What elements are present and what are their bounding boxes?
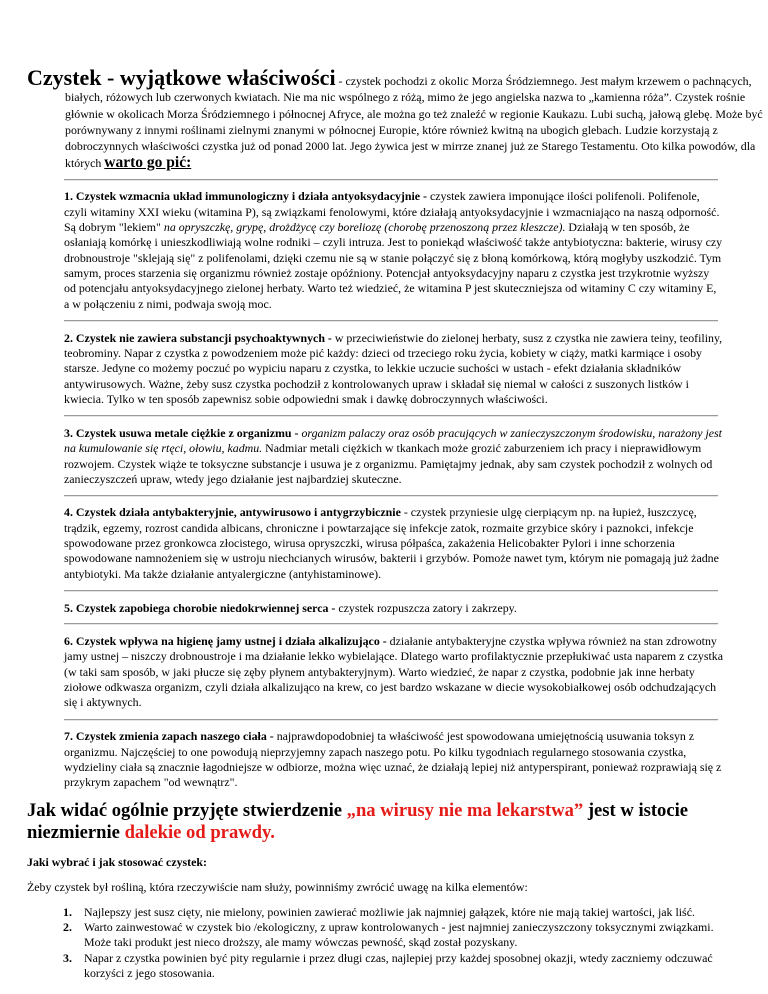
point-5-text-a: czystek rozpuszcza zatory i zakrzepy. [338,600,517,615]
how-to-intro: Żeby czystek był rośliną, która rzeczywiście nam służy, powinniśmy zwrócić uwagę na kilka elementów: [27,879,528,894]
list-item-text: Najlepszy jest susz cięty, nie mielony, powinien zawierać możliwie jak najmniej gałązek, które nie mają takiej wartości, jak liść. [84,904,695,919]
divider-5 [64,590,718,592]
point-7-text-a: najprawdopodobniej ta właściwość jest spowodowana umiejętnością usuwania toksyn z organizmu. Najczęściej to one powodują nieprzyjemny zapach naszego potu. Po kilku tygodniach regularnego stosowania czystka, wydzieliny ciała są znacznie łagodniejsze w odbiorze, można więc uznać, że działają lepiej niż antyperspirant, ponieważ rozprawiają się z przykrym zapachem "od wewnątrz". [64,729,722,790]
divider-1 [64,179,718,181]
point-4 [64,505,724,582]
intro-text: - czystek pochodzi z okolic Morza Śródziemnego. Jest małym krzewem o pachnących, białych, różowych lub czerwonych kwiatach. Nie ma nic wspólnego z różą, mimo że jego angielska nazwa to „kamienna róża”. Czystek rośnie głównie w okolicach Morza Śródziemnego i północnej Afryce, ale można go też znaleźć w regionie Kaukazu. Lubi suchą, jałową glebę. Może być porównywany z innymi roślinami zielnymi znanymi w północnej Europie, które również kwitną na ubogich glebach. Ludzie korzystają z dobroczynnych właściwości czystka już od ponad 2000 lat. Jego żywica jest w mirrze znanej już ze Starego Testamentu. Oto kilka powodów, dla których [65,74,763,170]
intro-emphasis: warto go pić: [104,153,192,171]
point-6-heading: 6. Czystek wpływa na higienę jamy ustnej i działa alkalizująco - [64,633,390,648]
list-item [27,951,727,982]
how-to-heading: Jaki wybrać i jak stosować czystek: [27,855,207,870]
document-title: Czystek - wyjątkowe właściwości [27,65,336,90]
point-1 [64,189,724,312]
divider-7 [64,719,718,721]
list-item-text: Warto zainwestować w czystek bio /ekologiczny, z upraw kontrolowanych - jest najmniej zanieczyszczony toksycznymi związkami. Może taki produkt jest nieco droższy, ale mamy wówczas pewność, skąd został pozyskany. [84,919,714,950]
point-2 [64,331,724,408]
list-item-number: 2. [63,919,72,934]
point-5-heading: 5. Czystek zapobiega chorobie niedokrwiennej serca - [64,600,339,615]
divider-2 [64,320,718,322]
point-2-text-a: w przeciwieństwie do zielonej herbaty, susz z czystka nie zawiera teiny, teofiliny, teobrominy. Napar z czystka z powodzeniem może pić każdy: dzieci od trzeciego roku życia, kobiety w ciąży, matki karmiące i osoby starsze. Jedyne co możemy poczuć po wypiciu naparu z czystka, to lekkie uczucie suchości w ustach - efekt działania składników antywirusowych. Ważne, żeby susz czystka pochodził z kontrolowanych upraw i składał się niemal w całości z suszonych listków i kwiecia. Tylko w ten sposób zapewnisz sobie odpowiedni smak i dawkę dobroczynnych właściwości. [64,330,723,407]
conclusion-quote: „na wirusy nie ma lekarstwa” [346,799,584,821]
point-5 [64,601,724,616]
intro-paragraph [27,65,765,171]
point-4-heading: 4. Czystek działa antybakteryjnie, antywirusowo i antygrzybicznie [64,505,401,520]
divider-4 [64,495,718,497]
point-2-heading: 2. Czystek nie zawiera substancji psychoaktywnych - [64,330,335,345]
conclusion-part1: Jak widać ogólnie przyjęte stwierdzenie [27,799,347,821]
point-6 [64,634,724,711]
point-3-italic: organizm palaczy oraz osób pracujących w zanieczyszczonym środowisku, narażony jest na kumulowanie się rtęci, ołowiu, kadmu. [64,425,722,456]
point-3 [64,426,724,487]
point-1-text-a: czystek zawiera imponujące ilości polifenoli. Polifenole, czyli witaminy XXI wieku (witamina P), są związkami fenolowymi, które działają antyoksydacyjnie i wzmacniająco na naszą odporność. Są dobrym "lekiem" [64,189,720,235]
divider-6 [64,623,718,625]
divider-3 [64,415,718,417]
conclusion-part2: jest w istocie niezmiernie [27,799,689,843]
point-7-heading: 7. Czystek zmienia zapach naszego ciała - [64,729,277,744]
list-item [27,905,727,920]
point-1-heading: 1. Czystek wzmacnia układ immunologiczny i działa antyoksydacyjnie - [64,189,430,204]
list-item-number: 3. [63,950,72,965]
point-6-text-a: działanie antybakteryjne czystka wpływa również na stan zdrowotny jamy ustnej – niszczy drobnoustroje i ma działanie lekko wybielające. Dlatego warto profilaktycznie przepłukiwać usta naparem z czystka (w taki sam sposób, w jaki płucze się zęby płynem antybakteryjnym). Warto wiedzieć, że napar z czystka, podobnie jak inne herbaty ziołowe odkwasza organizm, czyli działa alkalizująco na krew, co jest bardzo wskazane w diecie wysokobiałkowej osób odchudzających się i aktywnych. [64,633,724,710]
list-item-text: Napar z czystka powinien być pity regularnie i przez długi czas, najlepiej przy każdej sposobnej okazji, wtedy zaczniemy odczuwać korzyści z jego stosowania. [84,950,713,980]
conclusion-red: dalekie od prawdy. [124,821,275,843]
point-7 [64,729,724,790]
point-1-text-b: Działają w ten sposób, że osłaniają komórkę i unieszkodliwiają wolne rodniki – czyli intruza. Jest to poniekąd właściwość także antybiotyczna: bakterie, wirusy czy drobnoustroje "sklejają się" z polifenolami, dzięki czemu nie są w stanie połączyć się z błoną komórkową, którą mogłyby uszkodzić. Tym samym, proces starzenia się organizmu również zostaje opóźniony. Potencjał antyoksydacyjny naparu z czystka jest trzykrotnie wyższy od potencjału antyoksydacyjnego zielonej herbaty. Warto też wiedzieć, że witamina P jest skuteczniejsza od witaminy C czy witaminy E, a w połączeniu z nimi, podwaja swoją moc. [64,220,723,311]
point-4-text-a: - czystek przyniesie ulgę cierpiącym np. na łupież, łuszczycę, trądzik, egzemy, rozrost candida albicans, chroniczne i powtarzające się infekcje zatok, rozmaite grzybice skóry i paznokci, infekcje spowodowane przez gronkowca złocistego, wirusa opryszczki, wirusa półpaśca, zakażenia Helicobakter Pylori i inne schorzenia spowodowane namnożeniem się w ustroju niechcianych wirusów, bakterii i grzybów. Pomoże nawet tym, którym nie pomagają już żadne antybiotyki. Ma także działanie antyalergiczne (antyhistaminowe). [64,505,719,581]
list-item-number: 1. [63,904,72,919]
point-3-text-b: Nadmiar metali ciężkich w tkankach może grozić zaburzeniem ich pracy i nieprawidłowym rozwojem. Czystek wiąże te toksyczne substancje i usuwa je z organizmu. Pamiętajmy jednak, aby sam czystek pochodził z wolnych od zanieczyszczeń upraw, wtedy jego działanie jest najbardziej skuteczne. [64,441,713,487]
how-to-list [27,905,727,982]
point-1-italic: na opryszczkę, grypę, drożdżycę czy boreliozę (chorobę przenoszoną przez kleszcze). [163,220,566,235]
point-3-heading: 3. Czystek usuwa metale ciężkie z organizmu - [64,425,302,440]
conclusion [27,800,767,844]
list-item [27,920,727,951]
